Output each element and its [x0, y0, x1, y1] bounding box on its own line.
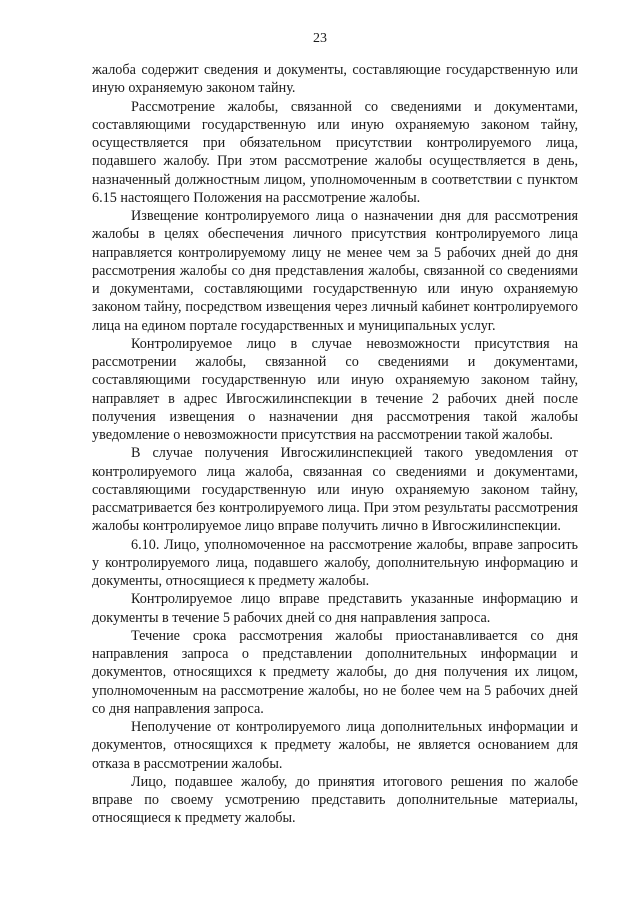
paragraph: Контролируемое лицо вправе представить указанные информацию и документы в течение 5 рабочих дней со дня направления запроса.: [92, 591, 578, 626]
paragraph-section-6-10: 6.10. Лицо, уполномоченное на рассмотрение жалобы, вправе запросить у контролируемого лица, подавшего жалобу, дополнительную информацию и документы, относящиеся к предмету жалобы.: [92, 536, 578, 589]
paragraph: Неполучение от контролируемого лица дополнительных информации и документов, относящихся к предмету жалобы, не является основанием для отказа в рассмотрении жалобы.: [92, 719, 578, 772]
paragraph: Лицо, подавшее жалобу, до принятия итогового решения по жалобе вправе по своему усмотрению представить дополнительные материалы, относящиеся к предмету жалобы.: [92, 773, 578, 827]
paragraph: Рассмотрение жалобы, связанной со сведениями и документами, составляющими государственную или иную охраняемую законом тайну, осуществляется при обязательном присутствии контролируемого лица, подавшего жалобу. При этом рассмотрение жалобы осуществляется в день, назначенный должностным лицом, уполномоченным в соответствии с пунктом 6.15 настоящего Положения на рассмотрение жалобы.: [92, 98, 578, 206]
paragraph: Течение срока рассмотрения жалобы приостанавливается со дня направления запроса о представлении дополнительных информации и документов, относящихся к предмету жалобы, до дня получения их лицом, уполномоченным на рассмотрение жалобы, но не более чем на 5 рабочих дней со дня направления запроса.: [92, 627, 578, 717]
page-number: 23: [313, 31, 327, 46]
paragraph: Контролируемое лицо в случае невозможности присутствия на рассмотрении жалобы, связанной со сведениями и документами, составляющими государственную или иную охраняемую законом тайну, направляет в адрес Ивгосжилинспекции в течение 2 рабочих дней после получения извещения о назначении дня рассмотрения такой жалобы уведомление о невозможности присутствия на рассмотрении такой жалобы.: [92, 335, 578, 443]
paragraph: Извещение контролируемого лица о назначении дня для рассмотрения жалобы в целях обеспечения личного присутствия контролируемого лица направляется контролируемому лицу не менее чем за 5 рабочих дней до дня рассмотрения жалобы со дня представления жалобы, связанной со сведениями и документами, составляющими государственную или иную охраняемую законом тайну, посредством извещения через личный кабинет контролируемого лица на едином портале государственных и муниципальных услуг.: [92, 208, 578, 334]
document-body: [92, 61, 578, 828]
paragraph-continuation: жалоба содержит сведения и документы, составляющие государственную или иную охраняемую законом тайну.: [92, 62, 578, 97]
paragraph: В случае получения Ивгосжилинспекцией такого уведомления от контролируемого лица жалоба, связанная со сведениями и документами, составляющими государственную или иную охраняемую законом тайну, рассматривается без контролируемого лица. При этом результаты рассмотрения жалобы контролируемое лицо вправе получить лично в Ивгосжилинспекции.: [92, 445, 578, 535]
